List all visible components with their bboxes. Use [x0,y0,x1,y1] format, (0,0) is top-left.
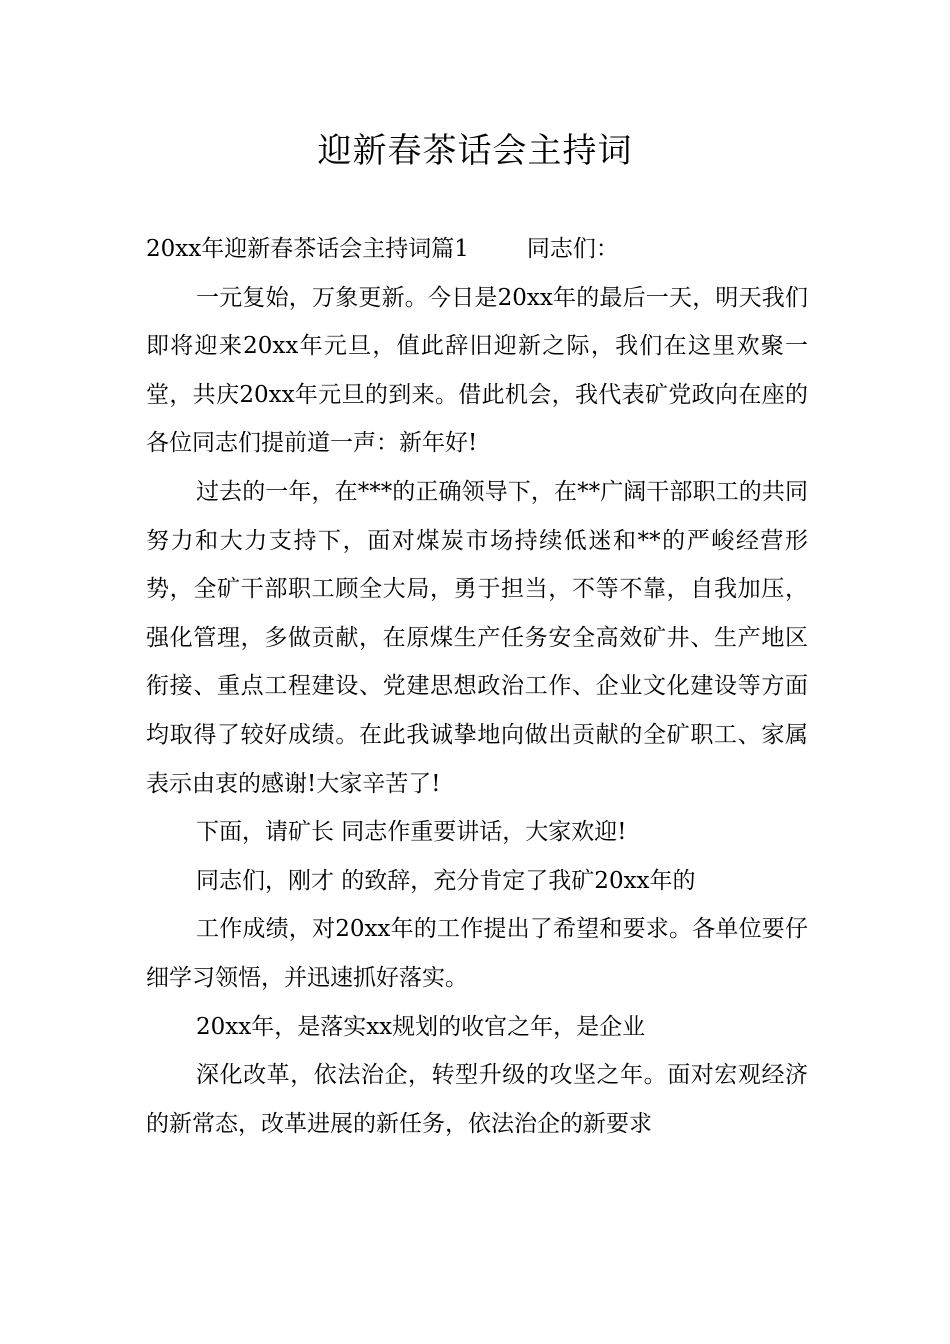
document-title: 迎新春茶话会主持词 [317,131,633,171]
paragraph-heading [146,225,808,274]
paragraph: 深化改革，依法治企，转型升级的攻坚之年。面对宏观经济的新常态，改革进展的新任务，依法治企的新要求 [146,1062,808,1137]
paragraph: 20xx年，是落实xx规划的收官之年，是企业 [196,1013,646,1040]
paragraph: 工作成绩，对20xx年的工作提出了希望和要求。各单位要仔细学习领悟，并迅速抓好落实。 [146,916,808,991]
paragraph: 同志们，刚才 的致辞，充分肯定了我矿20xx年的 [196,867,696,894]
paragraph: 下面，请矿长 同志作重要讲话，大家欢迎! [196,819,627,846]
paragraph: 一元复始，万象更新。今日是20xx年的最后一天，明天我们即将迎来20xx年元旦，值此辞旧迎新之际，我们在这里欢聚一堂，共庆20xx年元旦的到来。借此机会，我代表矿党政向在座的各位同志们提前道一声：新年好! [146,284,808,457]
section-heading: 20xx年迎新春茶话会主持词篇1 [146,236,469,262]
salutation: 同志们： [526,236,619,262]
paragraph: 过去的一年，在***的正确领导下，在**广阔干部职工的共同努力和大力支持下，面对煤炭市场持续低迷和**的严峻经营形势，全矿干部职工顾全大局，勇于担当，不等不靠，自我加压，强化管理，多做贡献，在原煤生产任务安全高效矿井、生产地区衔接、重点工程建设、党建思想政治工作、企业文化建设等方面均取得了较好成绩。在此我诚挚地向做出贡献的全矿职工、家属表示由衷的感谢!大家辛苦了! [146,478,808,797]
document-body [146,225,808,1148]
